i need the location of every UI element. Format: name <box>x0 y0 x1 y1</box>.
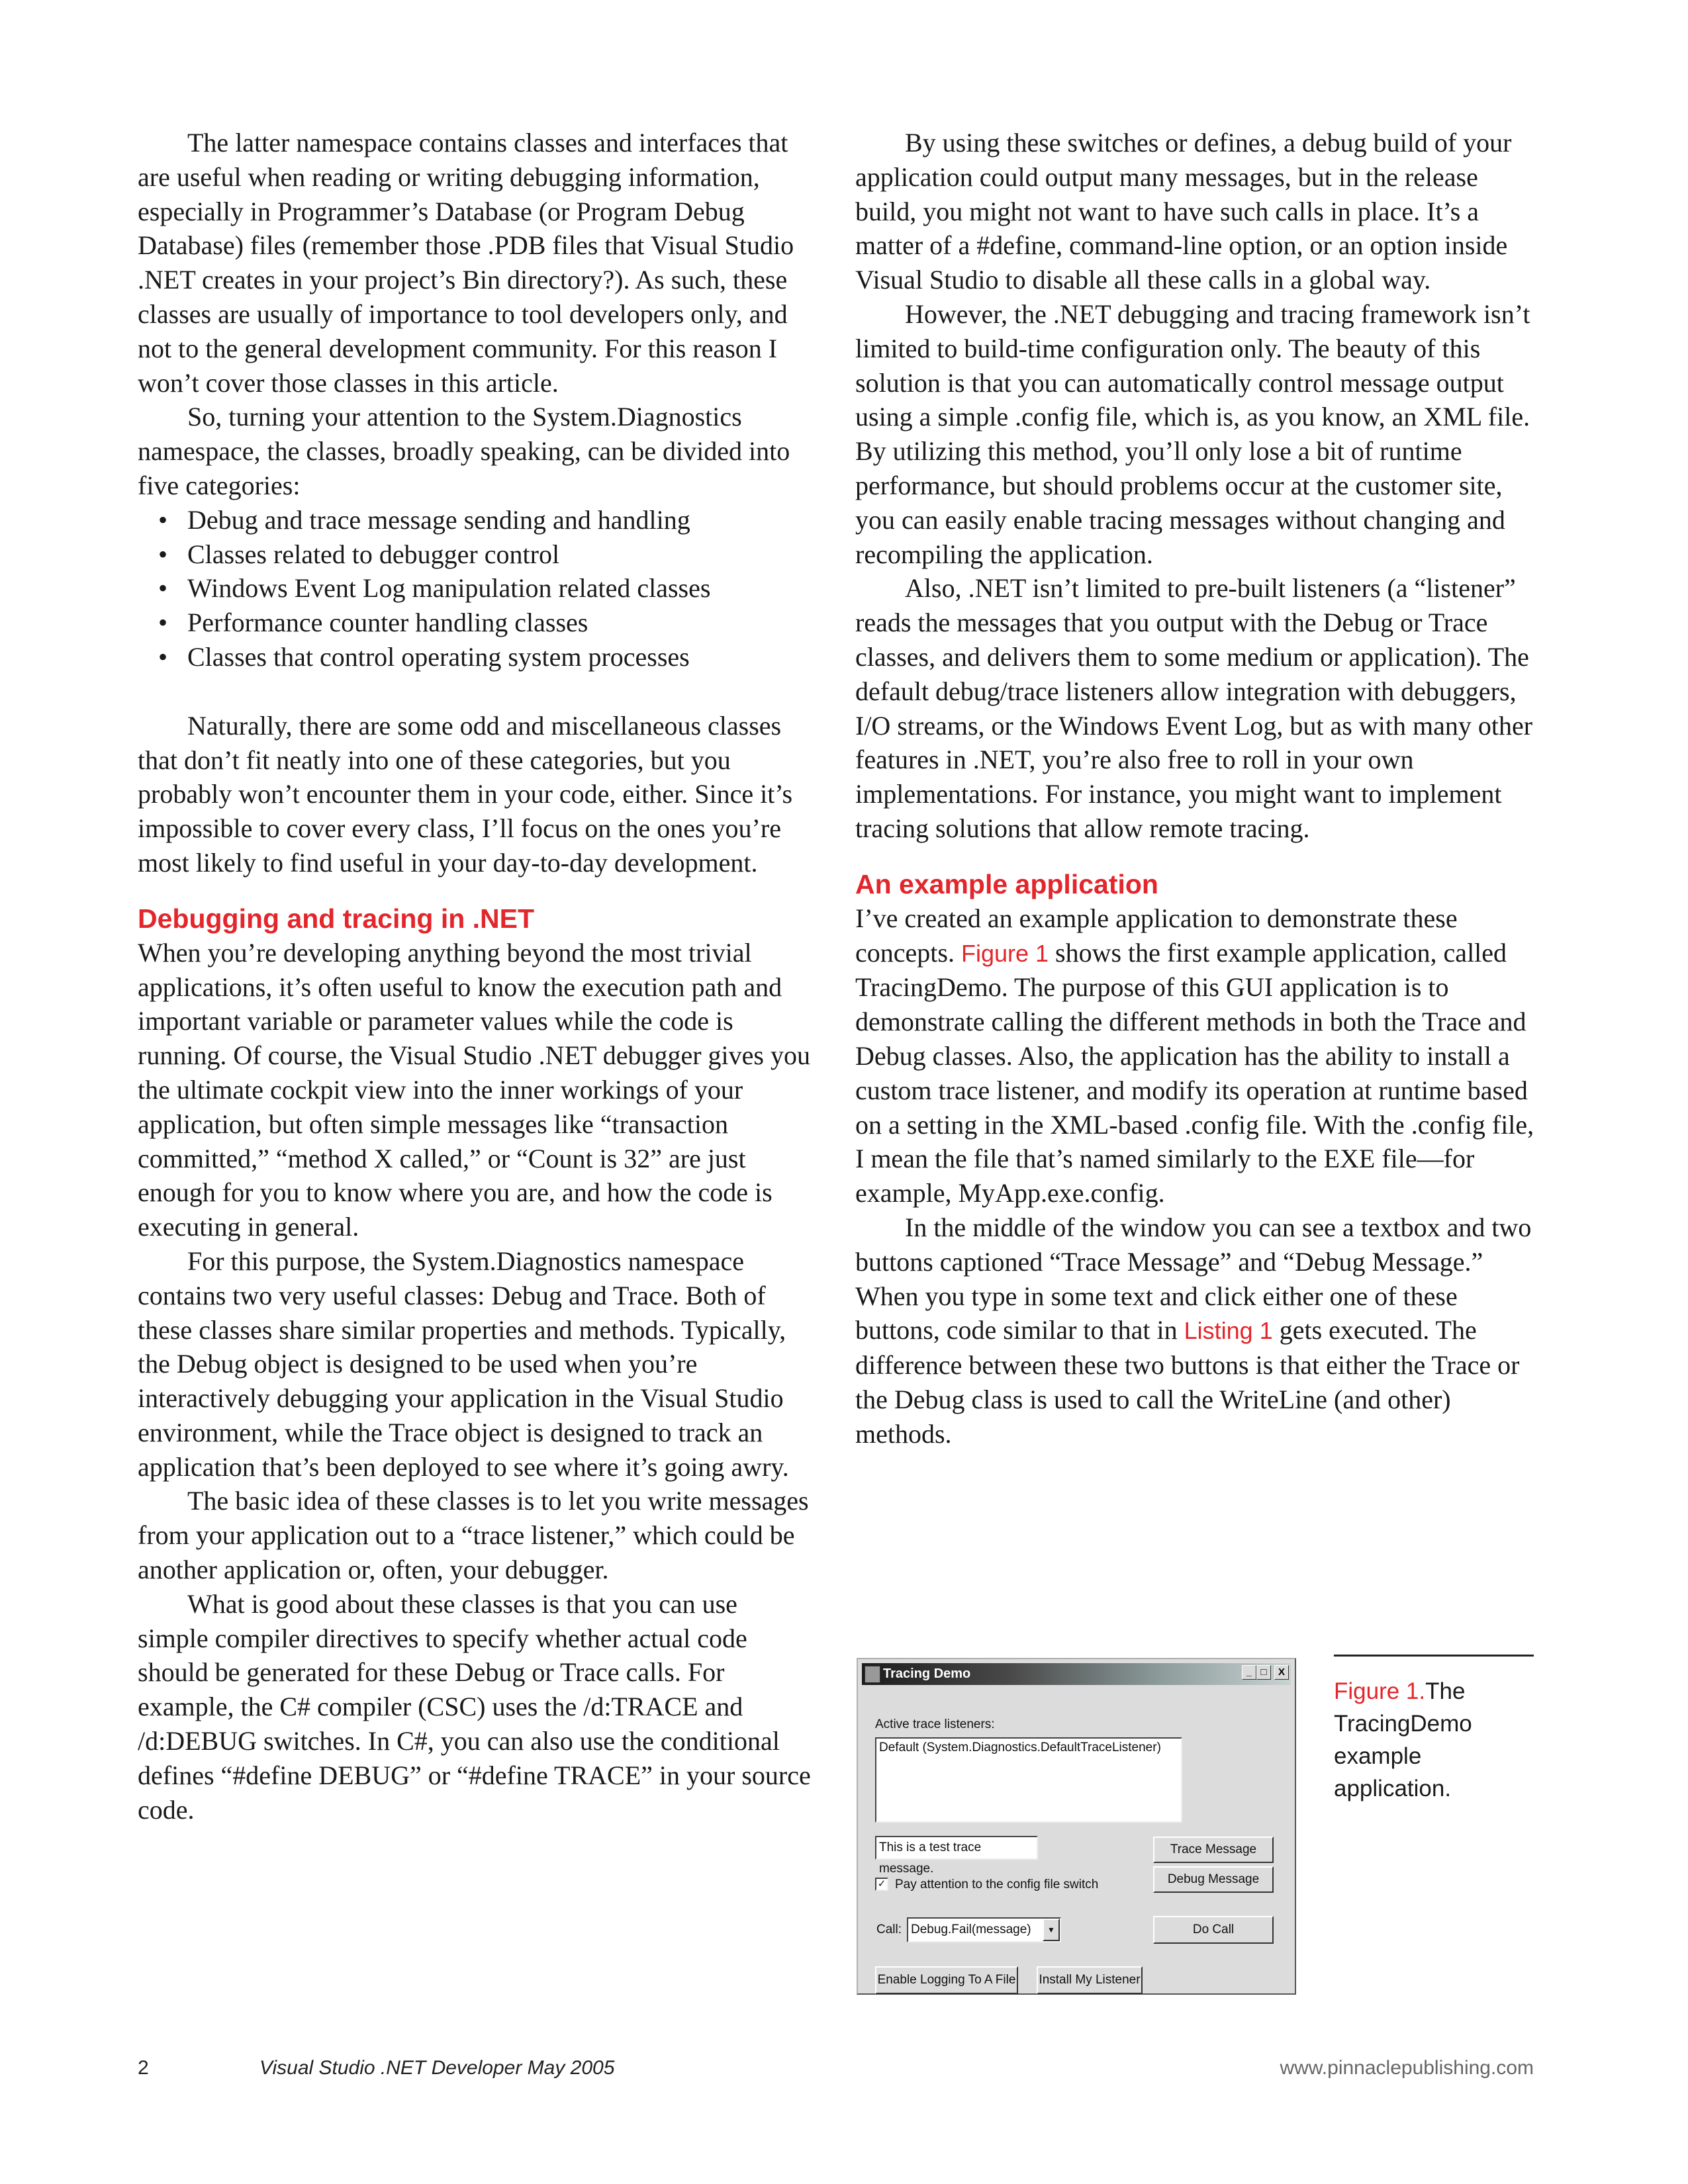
website-link[interactable]: www.pinnaclepublishing.com <box>1280 2057 1534 2079</box>
call-value: Debug.Fail(message) <box>911 1923 1031 1936</box>
right-column <box>855 126 1537 1451</box>
text: shows the first example application, called TracingDemo. The purpose of this GUI application is to demonstrate calling the different methods in both the Trace and Debug classes. Also, the application has the ability to install a custom trace listener, and modify its operation at runtime based on a setting in the XML-based .config file. With the .config file, I mean the file that’s named similarly to the EXE file—for example, MyApp.exe.config. <box>855 937 1534 1208</box>
left-column <box>138 126 813 1827</box>
text: gets executed. The difference between these two buttons is that either the Trace or the Debug class is used to call the WriteLine (and other) methods. <box>855 1315 1520 1449</box>
listeners-label: Active trace listeners: <box>875 1717 995 1731</box>
paragraph: For this purpose, the System.Diagnostics namespace contains two very useful classes: Debug and Trace. Both of these classes share similar properties and methods. Typically, the Debug object is designed to be used when you’re interactively debugging your application in the Visual Studio environment, while the Trace object is designed to track an application that’s been deployed to see where it’s going awry. <box>138 1246 789 1482</box>
list-item: • Classes that control operating system processes <box>187 640 813 674</box>
paragraph <box>855 1210 1537 1451</box>
list-item: • Windows Event Log manipulation related classes <box>187 571 813 606</box>
debug-message-button[interactable]: Debug Message <box>1153 1866 1274 1893</box>
config-switch-checkbox[interactable]: ✓ <box>875 1878 888 1891</box>
message-input[interactable]: This is a test trace message. <box>875 1836 1038 1860</box>
text: I’ve created an example application to demonstrate these concepts. <box>855 903 1458 968</box>
list-item[interactable]: Default (System.Diagnostics.DefaultTraceListener) <box>879 1741 1161 1754</box>
tracing-demo-window <box>857 1658 1296 1995</box>
paragraph: When you’re developing anything beyond the most trivial applications, it’s often useful to know the execution path and important variable or parameter values while the code is running. Of course, the Visual Studio .NET debugger gives you the ultimate cockpit view into the inner workings of your application, but often simple messages like “transaction committed,” “method X called,” or “Count is 32” are just enough for you to know where you are, and how the code is executing in general. <box>138 937 810 1242</box>
text: In the middle of the window you can see a textbox and two buttons captioned “Trace Message” and “Debug Message.” When you type in some text and click either one of these buttons, code similar to that in <box>855 1212 1532 1345</box>
enable-logging-button[interactable]: Enable Logging To A File <box>875 1966 1018 1994</box>
section-heading: An example application <box>855 868 1158 899</box>
close-button[interactable]: X <box>1274 1665 1289 1680</box>
maximize-button[interactable]: □ <box>1256 1665 1271 1680</box>
list-item: • Performance counter handling classes <box>187 606 813 640</box>
publication-info: Visual Studio .NET Developer May 2005 <box>259 2057 615 2079</box>
section-heading: Debugging and tracing in .NET <box>138 903 535 934</box>
paragraph: What is good about these classes is that you can use simple compiler directives to specify whether actual code should be generated for these Debug or Trace calls. For example, the C# compiler (CSC) uses the /d:TRACE and /d:DEBUG switches. In C#, you can also use the conditional defines “#define DEBUG” or “#define TRACE” in your source code. <box>138 1588 811 1825</box>
install-listener-button[interactable]: Install My Listener <box>1037 1966 1143 1994</box>
list-item: • Debug and trace message sending and handling <box>187 503 813 537</box>
call-label: Call: <box>876 1923 902 1936</box>
category-list <box>138 503 813 674</box>
call-dropdown[interactable] <box>907 1917 1061 1942</box>
paragraph: Also, .NET isn’t limited to pre-built listeners (a “listener” reads the messages that you output with the Debug or Trace classes, and delivers them to some medium or application). The default debug/trace listeners allow integration with debuggers, I/O streams, or the Windows Event Log, but as with many other features in .NET, you’re also free to roll in your own implementations. For instance, you might want to implement tracing solutions that allow remote tracing. <box>855 573 1533 843</box>
paragraph <box>855 901 1537 1210</box>
listeners-listbox[interactable] <box>875 1737 1182 1823</box>
paragraph: So, turning your attention to the System.Diagnostics namespace, the classes, broadly speaking, can be divided into five categories: <box>138 402 790 500</box>
trace-message-button[interactable]: Trace Message <box>1153 1837 1274 1863</box>
figure-caption <box>1334 1655 1534 1805</box>
paragraph: However, the .NET debugging and tracing framework isn’t limited to build-time configuration only. The beauty of this solution is that you can automatically control message output using a simple .config file, which is, as you know, an XML file. By utilizing this method, you’ll only lose a bit of runtime performance, but should problems occur at the customer site, you can easily enable tracing messages without changing and recompiling the application. <box>855 298 1530 569</box>
chevron-down-icon[interactable]: ▼ <box>1043 1919 1060 1941</box>
list-item: • Classes related to debugger control <box>187 537 813 572</box>
figure-label: Figure 1. <box>1334 1678 1426 1704</box>
page-number: 2 <box>138 2057 149 2079</box>
caption-text: The TracingDemo example application. <box>1334 1678 1472 1801</box>
window-title: Tracing Demo <box>883 1666 971 1681</box>
paragraph: The latter namespace contains classes and interfaces that are useful when reading or writing debugging information, especially in Programmer’s Database (or Program Debug Database) files (remember those .PDB files that Visual Studio .NET creates in your project’s Bin directory?). As such, these classes are usually of importance to tool developers only, and not to the general development community. For this reason I won’t cover those classes in this article. <box>138 128 794 398</box>
listing-reference-link[interactable]: Listing 1 <box>1184 1317 1273 1345</box>
paragraph: By using these switches or defines, a debug build of your application could output many messages, but in the release build, you might not want to have such calls in place. It’s a matter of a #define, command-line option, or an option inside Visual Studio to disable all these calls in a global way. <box>855 128 1512 295</box>
do-call-button[interactable]: Do Call <box>1153 1916 1274 1944</box>
title-bar <box>862 1663 1291 1685</box>
app-icon <box>865 1666 880 1683</box>
paragraph: Naturally, there are some odd and miscellaneous classes that don’t fit neatly into one of these categories, but you probably won’t encounter them in your code, either. Since it’s impossible to cover every class, I’ll focus on the ones you’re most likely to find useful in your day-to-day development. <box>138 710 793 878</box>
paragraph: The basic idea of these classes is to let you write messages from your application out to a “trace listener,” which could be another application or, often, your debugger. <box>138 1486 809 1585</box>
checkbox-label: Pay attention to the config file switch <box>895 1878 1099 1891</box>
minimize-button[interactable]: _ <box>1242 1665 1256 1680</box>
figure-reference-link[interactable]: Figure 1 <box>961 939 1049 967</box>
